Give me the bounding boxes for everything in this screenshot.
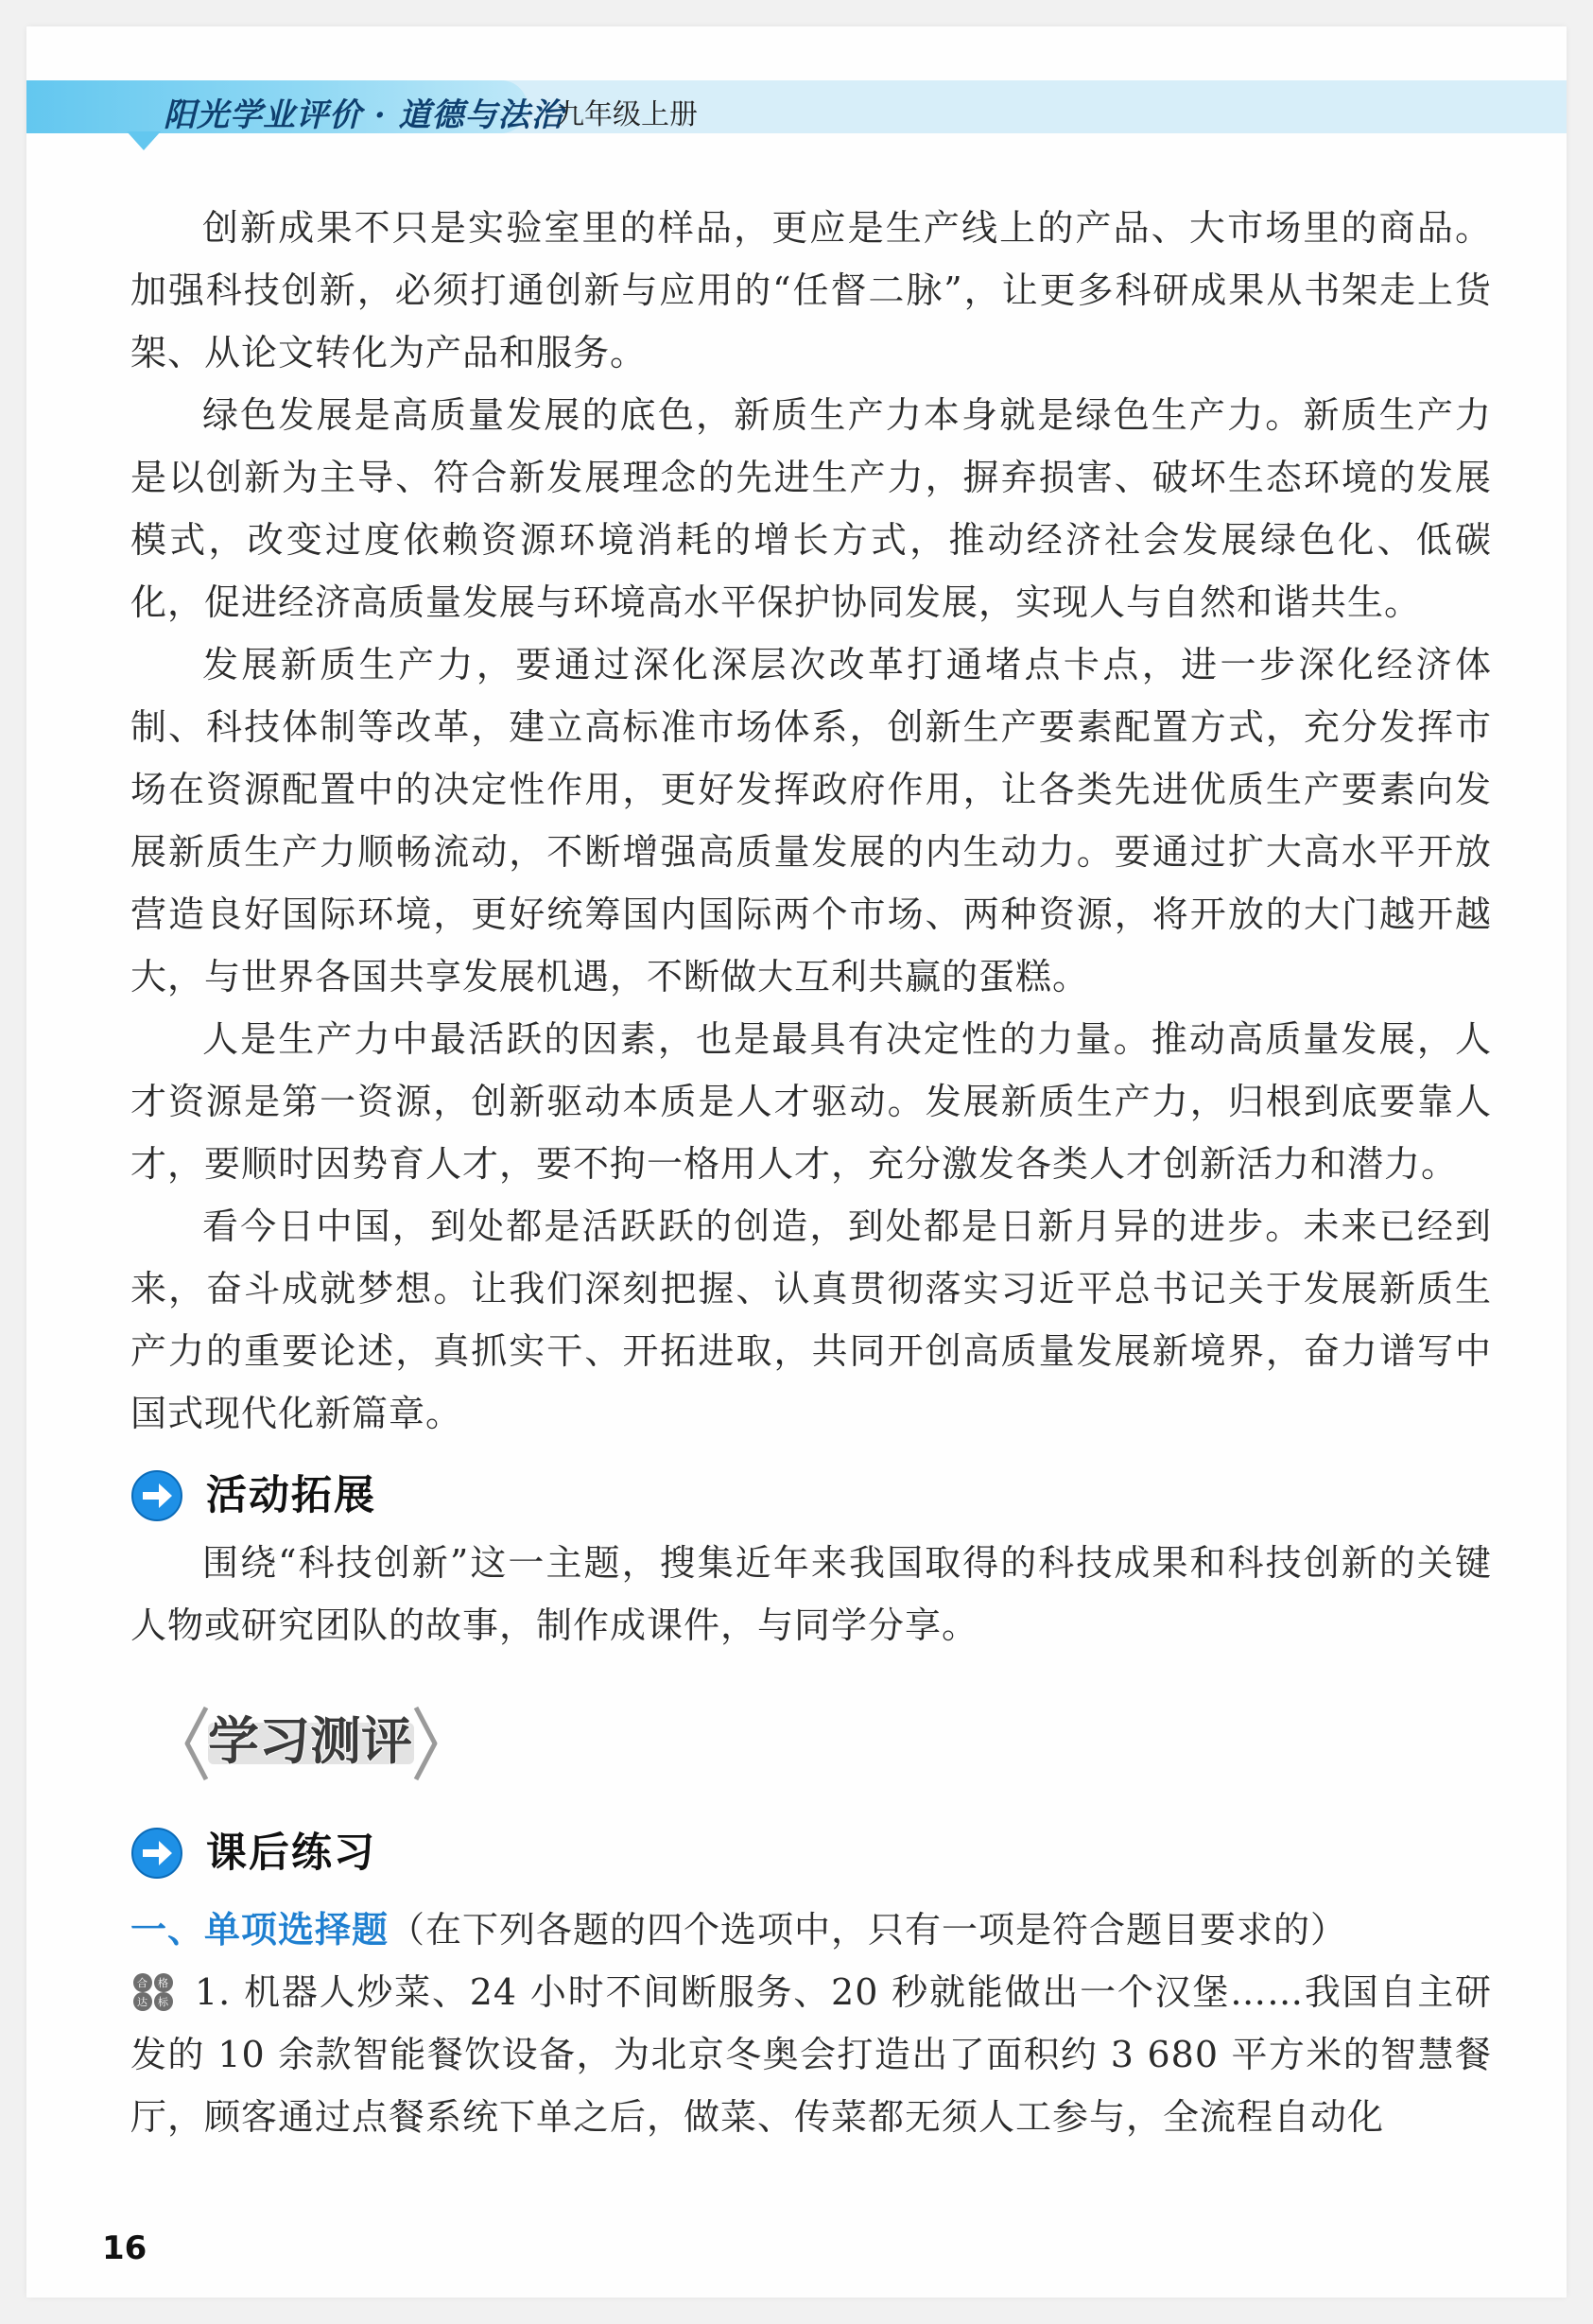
activity-text: 围绕“科技创新”这一主题，搜集近年来我国取得的科技成果和科技创新的关键人物或研究团队的故事，制作成课件，与同学分享。 xyxy=(130,1542,1492,1646)
activity-section-heading xyxy=(130,1460,1492,1532)
assessment-badge xyxy=(130,1689,1492,1802)
difficulty-label-1: 合 xyxy=(137,1976,148,1989)
difficulty-label-4: 标 xyxy=(158,1995,169,2008)
main-content xyxy=(130,197,1492,2148)
practice-section-heading xyxy=(130,1817,1492,1889)
body-paragraph: 发展新质生产力，要通过深化深层次改革打通堵点卡点，进一步深化经济体制、科技体制等改革，建立高标准市场体系，创新生产要素配置方式，充分发挥市场在资源配置中的决定性作用，更好发挥政府作用，让各类先进优质生产要素向发展新质生产力顺畅流动，不断增强高质量发展的内生动力。要通过扩大高水平开放营造良好国际环境，更好统筹国内国际两个市场、两种资源，将开放的大门越开越大，与世界各国共享发展机遇，不断做大互利共赢的蛋糕。 xyxy=(130,644,1492,997)
difficulty-label-3: 达 xyxy=(137,1995,148,2008)
question-instruction: （在下列各题的四个选项中，只有一项是符合题目要求的） xyxy=(389,1909,1348,1951)
difficulty-label-2: 格 xyxy=(158,1976,169,1989)
activity-title: 活动拓展 xyxy=(206,1472,376,1519)
header-notch xyxy=(127,131,161,150)
difficulty-badge-icon xyxy=(130,1972,187,2012)
page-number: 16 xyxy=(102,2229,147,2267)
body-paragraph: 绿色发展是高质量发展的底色，新质生产力本身就是绿色生产力。新质生产力是以创新为主导、符合新发展理念的先进生产力，摒弃损害、破坏生态环境的发展模式，改变过度依赖资源环境消耗的增长方式，推动经济社会发展绿色化、低碳化，促进经济高质量发展与环境高水平保护协同发展，实现人与自然和谐共生。 xyxy=(130,394,1492,623)
series-title: 阳光学业评价 · 道德与法治 xyxy=(164,96,564,134)
page-header xyxy=(26,80,1567,135)
practice-title: 课后练习 xyxy=(206,1830,376,1877)
arrow-right-icon xyxy=(130,1827,183,1880)
question-type: 一、单项选择题 xyxy=(130,1909,390,1951)
textbook-page xyxy=(26,26,1567,2298)
question-section-header xyxy=(130,1899,1492,1961)
question-item xyxy=(130,1961,1492,2148)
body-paragraph: 创新成果不只是实验室里的样品，更应是生产线上的产品、大市场里的商品。加强科技创新，必须打通创新与应用的“任督二脉”，让更多科研成果从书架走上货架、从论文转化为产品和服务。 xyxy=(130,207,1492,373)
question-1-text: 1. 机器人炒菜、24 小时不间断服务、20 秒就能做出一个汉堡……我国自主研发的 10 余款智能餐饮设备，为北京冬奥会打造出了面积约 3 680 平方米的智慧餐厅，顾客通过点餐系统下单之后，做菜、传菜都无须人工参与，全流程自动化 xyxy=(130,1971,1492,2138)
body-paragraph: 人是生产力中最活跃的因素，也是最具有决定性的力量。推动高质量发展，人才资源是第一资源，创新驱动本质是人才驱动。发展新质生产力，归根到底要靠人才，要顺时因势育人才，要不拘一格用人才，充分激发各类人才创新活力和潜力。 xyxy=(130,1018,1492,1185)
arrow-right-icon xyxy=(130,1469,183,1522)
body-paragraph: 看今日中国，到处都是活跃跃的创造，到处都是日新月异的进步。未来已经到来，奋斗成就梦想。让我们深刻把握、认真贯彻落实习近平总书记关于发展新质生产力的重要论述，真抓实干、开拓进取，共同开创高质量发展新境界，奋力谱写中国式现代化新篇章。 xyxy=(130,1205,1492,1434)
assessment-badge-text: 学习测评 xyxy=(208,1711,412,1771)
assessment-badge-graphic xyxy=(168,1689,452,1793)
grade-label: 九年级上册 xyxy=(556,98,698,131)
